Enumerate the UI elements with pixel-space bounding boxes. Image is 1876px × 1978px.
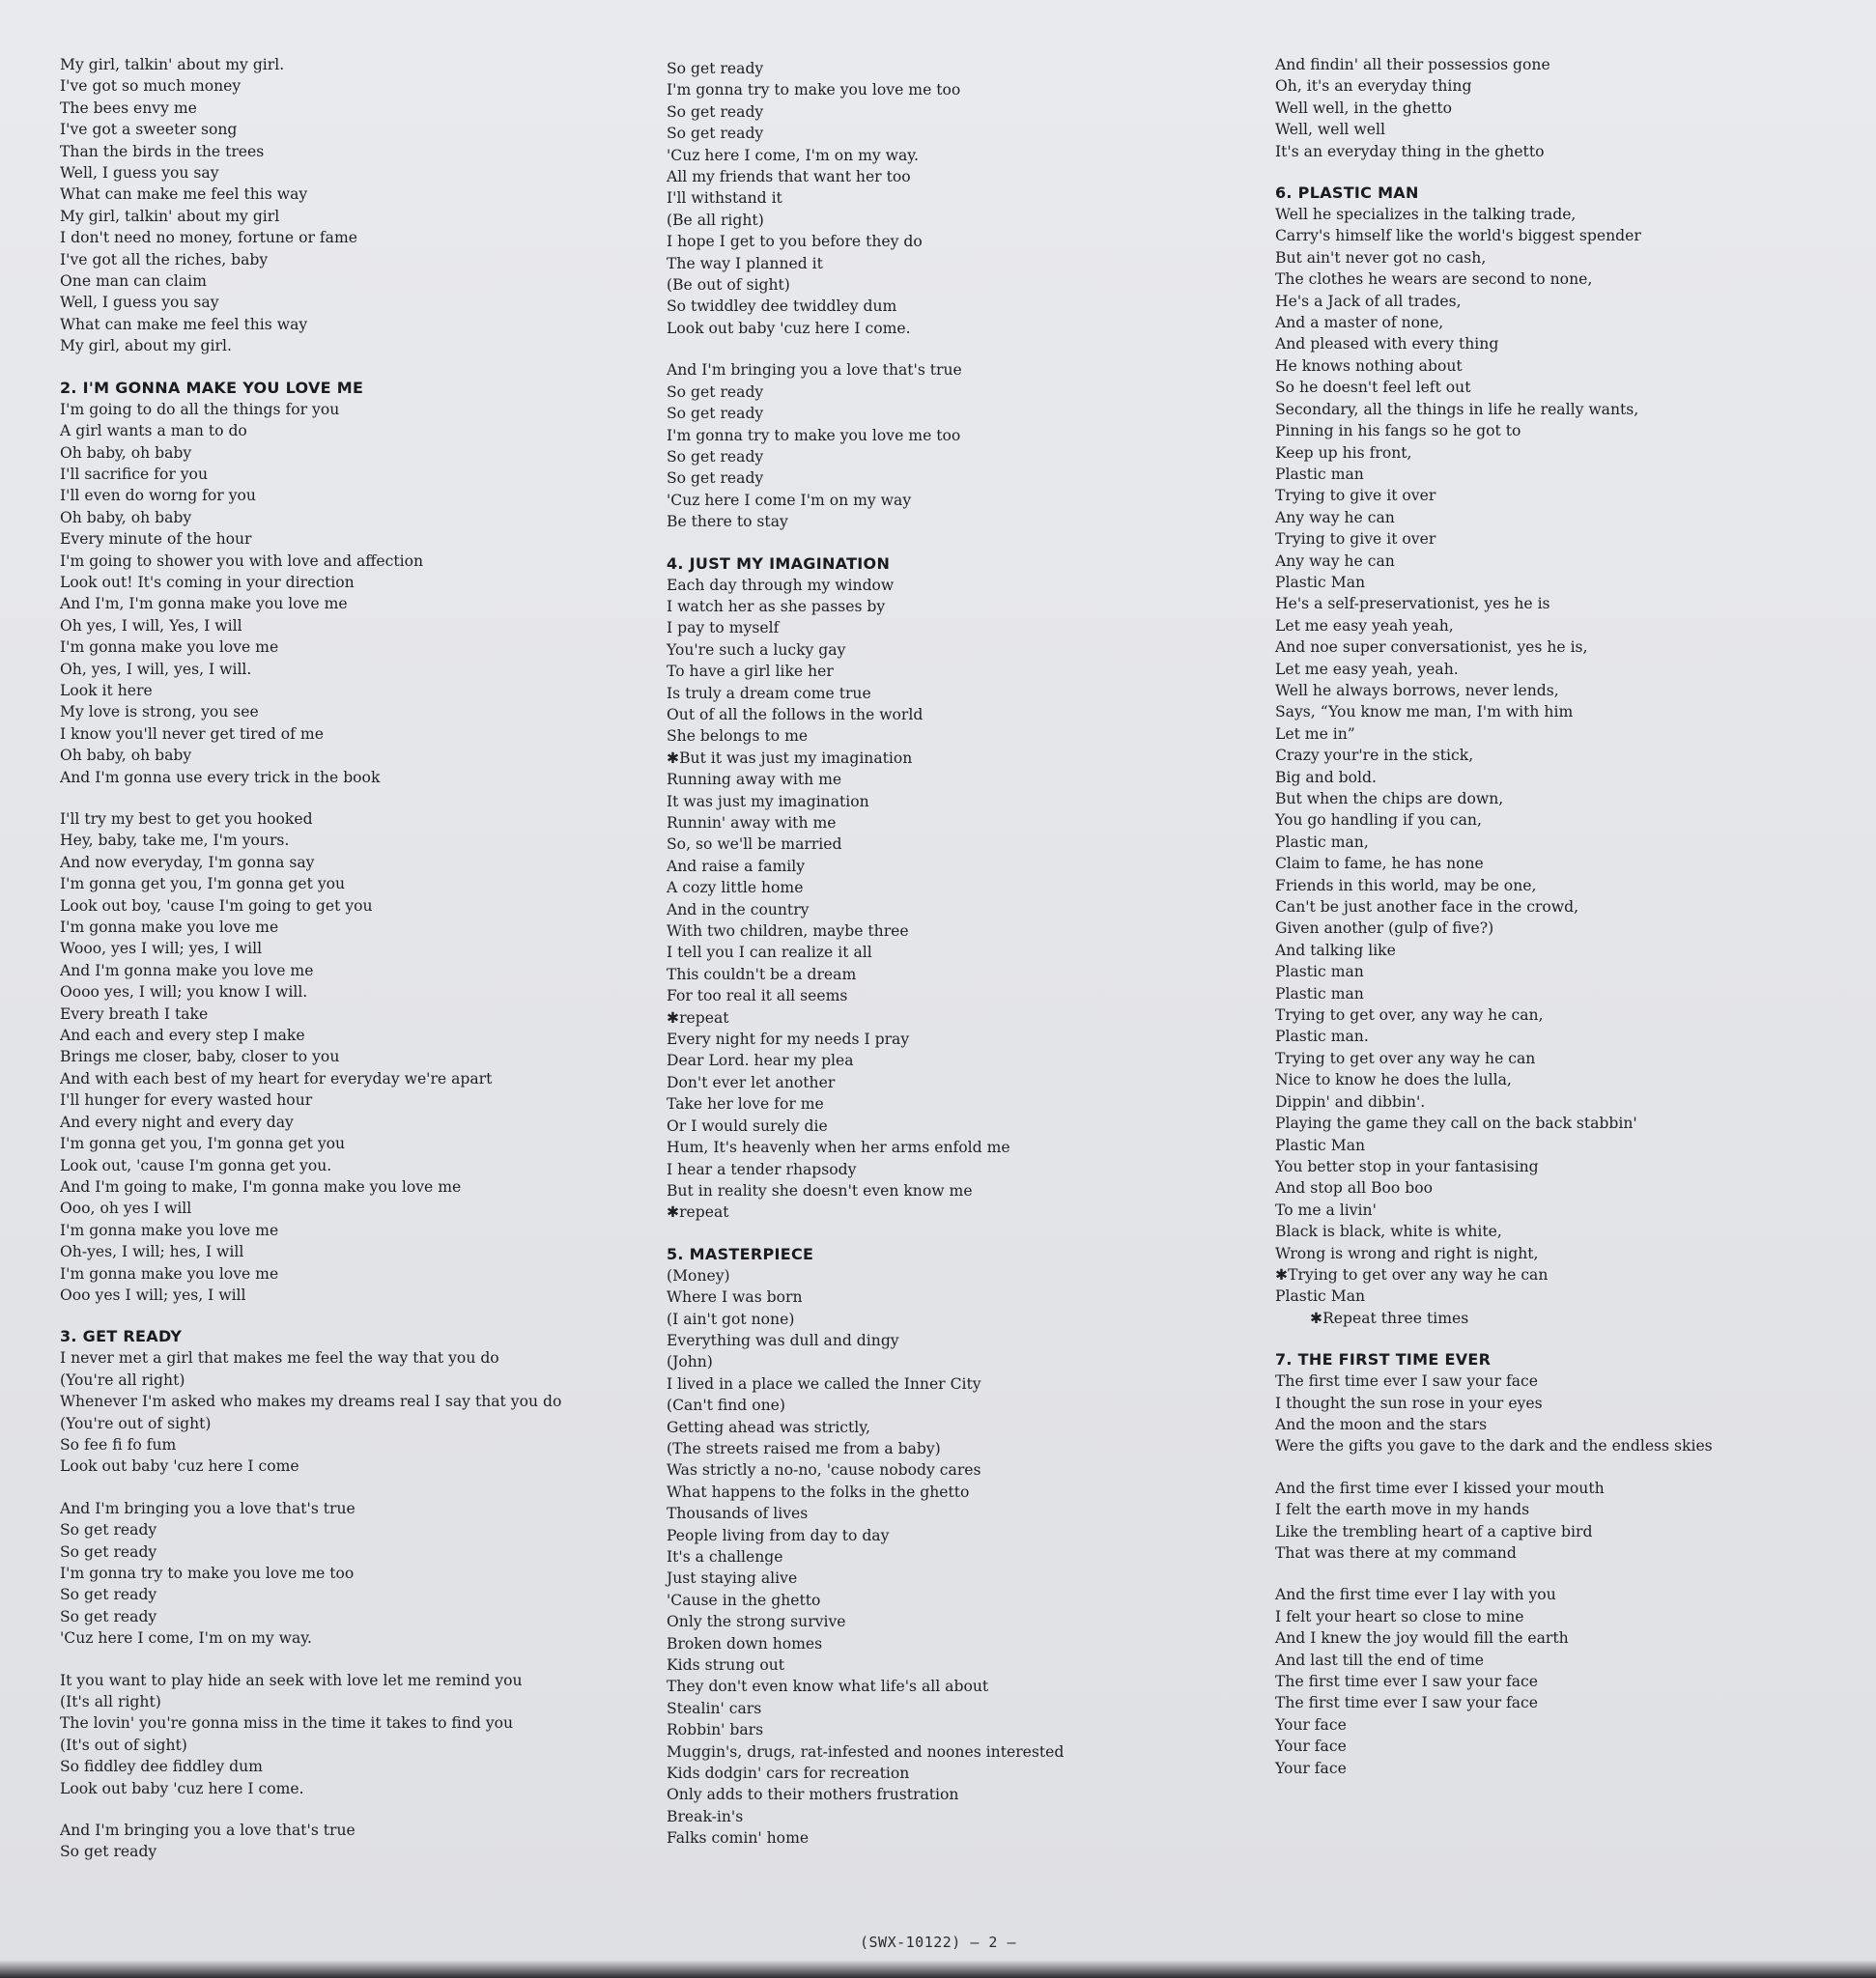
lyric-line: Plastic Man bbox=[1275, 573, 1366, 591]
lyric-line: So fiddley dee fiddley dum bbox=[60, 1758, 263, 1776]
lyric-line: You better stop in your fantasising bbox=[1275, 1157, 1539, 1175]
lyric-line: Nice to know he does the lulla, bbox=[1275, 1071, 1512, 1089]
lyric-line: People living from day to day bbox=[667, 1526, 890, 1544]
lyric-line: Every night for my needs I pray bbox=[667, 1031, 910, 1049]
lyric-line: But ain't never got no cash, bbox=[1275, 248, 1487, 267]
lyric-line: And every night and every day bbox=[60, 1113, 294, 1131]
lyric-line: And the first time ever I kissed your mouth bbox=[1275, 1479, 1605, 1497]
page-bottom-edge bbox=[0, 1961, 1876, 1978]
lyric-line: I've got a sweeter song bbox=[60, 121, 238, 139]
lyric-line: And I'm bringing you a love that's true bbox=[60, 1499, 355, 1517]
song-title-the-first-time-ever: 7. THE FIRST TIME EVER bbox=[1275, 1350, 1492, 1370]
lyric-line: (John) bbox=[667, 1353, 713, 1371]
lyric-line: 'Cuz here I come I'm on my way bbox=[667, 491, 912, 509]
lyric-line: Let me easy yeah yeah, bbox=[1275, 616, 1454, 635]
lyric-line: Each day through my window bbox=[667, 576, 895, 594]
lyric-line: I'm gonna make you love me bbox=[60, 918, 279, 937]
lyric-line: Look out baby 'cuz here I come. bbox=[667, 319, 911, 337]
my-girl-verses bbox=[60, 54, 620, 357]
lyric-line: The first time ever I saw your face bbox=[1275, 1673, 1539, 1691]
lyric-line: ✱repeat bbox=[667, 1008, 729, 1027]
lyric-line: Carry's himself like the world's biggest spender bbox=[1275, 227, 1641, 245]
lyric-line: ✱repeat bbox=[667, 1203, 729, 1222]
lyric-line: Let me in” bbox=[1275, 724, 1355, 743]
song7-verse-1 bbox=[1275, 1370, 1845, 1457]
lyric-line: And stop all Boo boo bbox=[1275, 1179, 1434, 1198]
lyric-line: Oh, yes, I will, yes, I will. bbox=[60, 660, 252, 678]
lyric-line: I felt your heart so close to mine bbox=[1275, 1607, 1524, 1625]
lyric-line: Secondary, all the things in life he really wants, bbox=[1275, 400, 1639, 418]
lyric-line: Well, I guess you say bbox=[60, 164, 219, 183]
lyric-line: I felt the earth move in my hands bbox=[1275, 1501, 1530, 1519]
lyric-line: Look out boy, 'cause I'm going to get you bbox=[60, 896, 373, 915]
lyric-line: Break-in's bbox=[667, 1807, 744, 1825]
lyric-line: Than the birds in the trees bbox=[60, 142, 265, 160]
lyric-line: And I'm, I'm gonna make you love me bbox=[60, 595, 348, 613]
lyric-line: He knows nothing about bbox=[1275, 356, 1463, 375]
lyric-line: Wrong is wrong and right is night, bbox=[1275, 1244, 1539, 1262]
lyric-line: With two children, maybe three bbox=[667, 922, 909, 941]
lyric-line: My girl, talkin' about my girl bbox=[60, 207, 280, 225]
lyric-line: Plastic Man bbox=[1275, 1136, 1366, 1154]
song3-verse-2 bbox=[60, 1498, 620, 1650]
lyric-line: (You're out of sight) bbox=[60, 1414, 212, 1432]
lyric-line: So get ready bbox=[667, 125, 764, 143]
song3-verse-4 bbox=[60, 1820, 620, 1863]
lyric-line: Broken down homes bbox=[667, 1634, 823, 1653]
masterpiece-continued bbox=[1275, 54, 1845, 162]
lyric-line: I'll try my best to get you hooked bbox=[60, 810, 313, 828]
lyric-line: Ooo yes I will; yes, I will bbox=[60, 1286, 246, 1304]
column-middle bbox=[667, 58, 1236, 1850]
lyric-line: I'll hunger for every wasted hour bbox=[60, 1091, 313, 1110]
lyric-line: They don't even know what life's all about bbox=[667, 1678, 989, 1696]
lyric-line: I know you'll never get tired of me bbox=[60, 724, 324, 743]
lyric-line: So get ready bbox=[667, 382, 764, 401]
lyric-line: Your face bbox=[1275, 1738, 1347, 1756]
lyric-line: To me a livin' bbox=[1275, 1201, 1377, 1219]
lyric-line: I never met a girl that makes me feel the way that you do bbox=[60, 1349, 499, 1368]
lyric-line: Oh yes, I will, Yes, I will bbox=[60, 616, 242, 635]
lyric-line: Big and bold. bbox=[1275, 768, 1377, 786]
lyric-line: Look it here bbox=[60, 681, 153, 699]
lyric-line: I'm gonna get you, I'm gonna get you bbox=[60, 875, 346, 893]
lyric-line: I watch her as she passes by bbox=[667, 597, 886, 615]
lyric-line: So get ready bbox=[60, 1843, 157, 1861]
lyric-line: Given another (gulp of five?) bbox=[1275, 919, 1494, 938]
lyric-line: She belongs to me bbox=[667, 727, 809, 746]
lyric-line: To have a girl like her bbox=[667, 663, 834, 681]
lyric-line: Keep up his front, bbox=[1275, 443, 1412, 462]
lyric-line: Wooo, yes I will; yes, I will bbox=[60, 940, 263, 958]
lyric-line: And a master of none, bbox=[1275, 314, 1444, 332]
lyric-line: ✱But it was just my imagination bbox=[667, 749, 913, 767]
lyric-line: 'Cuz here I come, I'm on my way. bbox=[60, 1629, 312, 1648]
lyric-line: And I'm bringing you a love that's true bbox=[60, 1822, 355, 1840]
lyric-line: Pinning in his fangs so he got to bbox=[1275, 422, 1521, 440]
lyric-line: I'm gonna make you love me bbox=[60, 1264, 279, 1283]
lyric-line: My love is strong, you see bbox=[60, 703, 259, 721]
song4-lyrics bbox=[667, 575, 1236, 1224]
lyric-line: And I knew the joy would fill the earth bbox=[1275, 1629, 1569, 1648]
lyric-line: Playing the game they call on the back stabbin' bbox=[1275, 1115, 1637, 1133]
lyric-line: I'll even do worng for you bbox=[60, 487, 256, 505]
lyric-line: Trying to get over any way he can bbox=[1275, 1049, 1536, 1067]
lyric-line: He's a self-preservationist, yes he is bbox=[1275, 595, 1550, 613]
lyric-line: It was just my imagination bbox=[667, 792, 869, 810]
lyric-line: And pleased with every thing bbox=[1275, 335, 1499, 353]
lyric-line: Was strictly a no-no, 'cause nobody cares bbox=[667, 1461, 981, 1480]
lyric-line: Any way he can bbox=[1275, 508, 1395, 526]
lyric-line: Crazy your're in the stick, bbox=[1275, 747, 1474, 765]
lyric-line: Robbin' bars bbox=[667, 1721, 764, 1739]
lyric-line: Muggin's, drugs, rat-infested and noones interested bbox=[667, 1742, 1065, 1761]
lyric-line: And findin' all their possessios gone bbox=[1275, 56, 1550, 73]
lyric-line: Just staying alive bbox=[667, 1569, 798, 1588]
lyric-line: (Be out of sight) bbox=[667, 276, 790, 295]
lyric-line: Getting ahead was strictly, bbox=[667, 1418, 870, 1436]
lyric-line: The lovin' you're gonna miss in the time it takes to find you bbox=[60, 1714, 514, 1733]
lyric-line: But when the chips are down, bbox=[1275, 790, 1504, 807]
lyric-line: The clothes he wears are second to none, bbox=[1275, 270, 1593, 289]
page-footer-catalog-number: (SWX-10122) — 2 — bbox=[859, 1934, 1017, 1951]
lyric-line: So get ready bbox=[60, 1607, 157, 1625]
lyric-line: Every minute of the hour bbox=[60, 530, 252, 549]
song2-verse-1 bbox=[60, 399, 620, 788]
lyric-line: Oh-yes, I will; hes, I will bbox=[60, 1243, 244, 1261]
lyric-line: Everything was dull and dingy bbox=[667, 1331, 899, 1349]
lyric-line: (Can't find one) bbox=[667, 1397, 785, 1415]
lyric-line: Out of all the follows in the world bbox=[667, 705, 924, 723]
song7-verse-2 bbox=[1275, 1478, 1845, 1565]
lyric-line: My girl, talkin' about my girl. bbox=[60, 56, 285, 73]
lyric-line: I've got all the riches, baby bbox=[60, 250, 269, 268]
lyric-line: So get ready bbox=[667, 60, 764, 77]
lyric-line: Trying to give it over bbox=[1275, 487, 1436, 505]
lyric-line: Dippin' and dibbin'. bbox=[1275, 1092, 1426, 1111]
lyric-line: I'm gonna get you, I'm gonna get you bbox=[60, 1135, 346, 1153]
lyric-line: I don't need no money, fortune or fame bbox=[60, 229, 357, 247]
lyric-line: (It's all right) bbox=[60, 1693, 161, 1711]
lyric-line: I'm going to shower you with love and affection bbox=[60, 551, 424, 570]
lyric-line: Any way he can bbox=[1275, 551, 1395, 570]
lyric-line: Were the gifts you gave to the dark and the endless skies bbox=[1275, 1437, 1713, 1455]
lyric-line: So get ready bbox=[667, 405, 764, 423]
lyric-line: Let me easy yeah, yeah. bbox=[1275, 660, 1459, 678]
lyric-line: What can make me feel this way bbox=[60, 315, 308, 333]
repeat-instruction: ✱Repeat three times bbox=[1310, 1309, 1469, 1327]
lyric-line: Be there to stay bbox=[667, 513, 788, 531]
lyric-line: I'm gonna try to make you love me too bbox=[667, 81, 961, 99]
lyric-line: Don't ever let another bbox=[667, 1073, 836, 1091]
lyric-line: Where I was born bbox=[667, 1288, 803, 1307]
lyric-line: So get ready bbox=[667, 447, 764, 466]
lyric-line: And noe super conversationist, yes he is, bbox=[1275, 638, 1588, 657]
lyric-line: I'm going to do all the things for you bbox=[60, 400, 340, 418]
lyric-line: That was there at my command bbox=[1275, 1544, 1517, 1562]
lyric-line: 'Cuz here I come, I'm on my way. bbox=[667, 146, 919, 164]
lyric-line: Hey, baby, take me, I'm yours. bbox=[60, 832, 290, 850]
lyric-line: (It's out of sight) bbox=[60, 1736, 187, 1754]
lyric-line: Trying to get over, any way he can, bbox=[1275, 1006, 1544, 1025]
lyric-line: So get ready bbox=[60, 1542, 157, 1561]
lyric-line: (The streets raised me from a baby) bbox=[667, 1439, 941, 1457]
lyric-line: Kids dodgin' cars for recreation bbox=[667, 1765, 910, 1783]
lyric-line: And in the country bbox=[667, 900, 810, 918]
lyric-line: All my friends that want her too bbox=[667, 168, 911, 186]
lyric-line: Trying to give it over bbox=[1275, 530, 1436, 549]
lyric-line: Oh baby, oh baby bbox=[60, 747, 192, 765]
song5-lyrics bbox=[667, 1265, 1236, 1850]
lyric-line: What happens to the folks in the ghetto bbox=[667, 1483, 970, 1501]
lyric-line: The first time ever I saw your face bbox=[1275, 1694, 1539, 1712]
lyric-line: So get ready bbox=[667, 469, 764, 488]
lyric-line: And talking like bbox=[1275, 941, 1396, 959]
lyric-line: I'm gonna try to make you love me too bbox=[60, 1565, 355, 1582]
lyric-line: And I'm gonna use every trick in the book bbox=[60, 768, 381, 786]
lyric-line: And last till the end of time bbox=[1275, 1651, 1485, 1669]
lyric-line: He's a Jack of all trades, bbox=[1275, 292, 1462, 310]
lyric-line: The first time ever I saw your face bbox=[1275, 1372, 1539, 1391]
lyric-line: Well he specializes in the talking trade, bbox=[1275, 206, 1577, 224]
lyric-line: I'm gonna make you love me bbox=[60, 638, 279, 657]
lyric-line: I'm gonna try to make you love me too bbox=[667, 426, 961, 444]
lyric-line: I'll sacrifice for you bbox=[60, 465, 208, 483]
lyric-line: Black is black, white is white, bbox=[1275, 1223, 1502, 1241]
lyric-line: Claim to fame, he has none bbox=[1275, 855, 1484, 873]
lyric-line: And I'm going to make, I'm gonna make you love me bbox=[60, 1177, 462, 1196]
lyric-line: A cozy little home bbox=[667, 879, 804, 897]
lyric-line: Oh baby, oh baby bbox=[60, 443, 192, 462]
lyric-line: Plastic Man bbox=[1275, 1287, 1366, 1306]
lyric-line: I hear a tender rhapsody bbox=[667, 1160, 857, 1178]
lyric-line: Like the trembling heart of a captive bird bbox=[1275, 1522, 1593, 1540]
lyric-line: And raise a family bbox=[667, 857, 806, 875]
lyric-line: Oh, it's an everyday thing bbox=[1275, 77, 1472, 96]
lyric-line: So he doesn't feel left out bbox=[1275, 379, 1471, 397]
lyric-line: Oh baby, oh baby bbox=[60, 508, 192, 526]
lyric-line: And the first time ever I lay with you bbox=[1275, 1586, 1556, 1604]
lyric-line: The way I planned it bbox=[667, 254, 823, 272]
lyric-line: Ooo, oh yes I will bbox=[60, 1200, 192, 1218]
lyric-line: Whenever I'm asked who makes my dreams real I say that you do bbox=[60, 1393, 562, 1411]
lyric-line: Well, well well bbox=[1275, 121, 1385, 139]
lyric-line: I hope I get to you before they do bbox=[667, 233, 923, 251]
lyric-line: Plastic man bbox=[1275, 963, 1364, 981]
lyric-line: So fee fi fo fum bbox=[60, 1435, 177, 1454]
lyric-line: Runnin' away with me bbox=[667, 814, 837, 832]
lyric-line: Well, I guess you say bbox=[60, 294, 219, 312]
lyric-line: You go handling if you can, bbox=[1275, 811, 1482, 830]
lyric-line: Take her love for me bbox=[667, 1095, 824, 1114]
lyric-line: Look out baby 'cuz here I come bbox=[60, 1457, 299, 1476]
song3-verse-3 bbox=[60, 1670, 620, 1799]
song6-lyrics bbox=[1275, 204, 1845, 1329]
lyric-line: Thousands of lives bbox=[667, 1505, 809, 1523]
lyric-line: Your face bbox=[1275, 1715, 1347, 1734]
lyric-line: (Be all right) bbox=[667, 211, 764, 229]
lyric-line: Is truly a dream come true bbox=[667, 684, 871, 702]
lyric-line: Well well, in the ghetto bbox=[1275, 99, 1453, 117]
song2-verse-2 bbox=[60, 808, 620, 1306]
lyric-line: So get ready bbox=[667, 102, 764, 121]
song-title-im-gonna-make-you-love-me: 2. I'M GONNA MAKE YOU LOVE ME bbox=[60, 378, 364, 397]
lyric-line: So get ready bbox=[60, 1586, 157, 1604]
lyric-line: I tell you I can realize it all bbox=[667, 944, 872, 962]
lyric-line: Kids strung out bbox=[667, 1656, 785, 1675]
song7-verse-3 bbox=[1275, 1584, 1845, 1779]
lyric-line: 'Cause in the ghetto bbox=[667, 1591, 821, 1609]
lyric-line: Dear Lord. hear my plea bbox=[667, 1052, 854, 1070]
lyric-line: This couldn't be a dream bbox=[667, 965, 857, 983]
lyric-line: Only the strong survive bbox=[667, 1613, 846, 1631]
lyric-line: It you want to play hide an seek with love let me remind you bbox=[60, 1671, 523, 1689]
lyric-line: (Money) bbox=[667, 1266, 730, 1285]
column-right bbox=[1275, 54, 1845, 1779]
song-title-plastic-man: 6. PLASTIC MAN bbox=[1275, 184, 1419, 203]
lyric-line: Plastic man bbox=[1275, 465, 1364, 483]
lyric-line: Only adds to their mothers frustration bbox=[667, 1786, 959, 1804]
lyric-line: What can make me feel this way bbox=[60, 185, 308, 204]
lyric-line: A girl wants a man to do bbox=[60, 422, 247, 440]
lyric-line: My girl, about my girl. bbox=[60, 337, 232, 355]
lyric-line: Every breath I take bbox=[60, 1004, 209, 1023]
lyric-line: Falks comin' home bbox=[667, 1829, 810, 1848]
get-ready-continued-1 bbox=[667, 58, 1236, 339]
lyric-line: Plastic man. bbox=[1275, 1028, 1369, 1046]
lyric-line: The bees envy me bbox=[60, 99, 197, 117]
lyric-line: Brings me closer, baby, closer to you bbox=[60, 1048, 340, 1066]
lyric-line: So twiddley dee twiddley dum bbox=[667, 297, 897, 316]
lyric-line: Can't be just another face in the crowd, bbox=[1275, 898, 1579, 917]
lyric-line: Plastic man, bbox=[1275, 833, 1369, 851]
lyric-line: I've got so much money bbox=[60, 77, 242, 96]
lyric-line: Well he always borrows, never lends, bbox=[1275, 681, 1559, 699]
lyric-line: (You're all right) bbox=[60, 1370, 185, 1389]
lyric-line: Look out! It's coming in your direction bbox=[60, 573, 355, 591]
lyric-line: And I'm bringing you a love that's true bbox=[667, 361, 962, 380]
song3-verse-1 bbox=[60, 1347, 620, 1477]
lyric-line: And each and every step I make bbox=[60, 1027, 305, 1045]
lyric-line: One man can claim bbox=[60, 272, 207, 291]
lyric-line: Running away with me bbox=[667, 771, 842, 789]
get-ready-continued-2 bbox=[667, 359, 1236, 532]
lyric-line: Plastic man bbox=[1275, 984, 1364, 1003]
lyric-line: Stealin' cars bbox=[667, 1699, 762, 1717]
lyric-line: Or I would surely die bbox=[667, 1116, 828, 1135]
lyric-line: Friends in this world, may be one, bbox=[1275, 876, 1537, 894]
lyric-line: It's an everyday thing in the ghetto bbox=[1275, 142, 1545, 160]
lyric-line: And I'm gonna make you love me bbox=[60, 961, 314, 979]
lyric-line: (I ain't got none) bbox=[667, 1310, 795, 1328]
lyric-line: I thought the sun rose in your eyes bbox=[1275, 1394, 1543, 1412]
lyric-line: For too real it all seems bbox=[667, 987, 848, 1005]
lyric-line: Oooo yes, I will; you know I will. bbox=[60, 983, 308, 1002]
lyric-line: Look out baby 'cuz here I come. bbox=[60, 1779, 304, 1797]
lyric-line: I'm gonna make you love me bbox=[60, 1221, 279, 1239]
song-title-get-ready: 3. GET READY bbox=[60, 1327, 183, 1346]
column-left bbox=[60, 54, 620, 1863]
lyric-line: So, so we'll be married bbox=[667, 835, 842, 854]
lyric-line: I lived in a place we called the Inner City bbox=[667, 1374, 981, 1393]
lyric-line: And with each best of my heart for everyday we're apart bbox=[60, 1069, 493, 1088]
lyric-line: I pay to myself bbox=[667, 619, 780, 637]
lyric-line: Look out, 'cause I'm gonna get you. bbox=[60, 1156, 332, 1174]
lyric-line: Says, “You know me man, I'm with him bbox=[1275, 703, 1574, 721]
lyric-line: But in reality she doesn't even know me bbox=[667, 1181, 973, 1200]
lyric-line: Hum, It's heavenly when her arms enfold me bbox=[667, 1139, 1010, 1157]
song-title-masterpiece: 5. MASTERPIECE bbox=[667, 1244, 814, 1263]
lyric-line: So get ready bbox=[60, 1521, 157, 1540]
lyric-line: Your face bbox=[1275, 1759, 1347, 1777]
lyric-line: And the moon and the stars bbox=[1275, 1415, 1488, 1433]
lyric-line: I'll withstand it bbox=[667, 189, 782, 208]
lyric-line: And now everyday, I'm gonna say bbox=[60, 853, 315, 871]
song-title-just-my-imagination: 4. JUST MY IMAGINATION bbox=[667, 553, 891, 573]
lyric-line: It's a challenge bbox=[667, 1548, 783, 1566]
lyric-line: You're such a lucky gay bbox=[667, 640, 846, 659]
lyric-line: ✱Trying to get over any way he can bbox=[1275, 1265, 1549, 1284]
